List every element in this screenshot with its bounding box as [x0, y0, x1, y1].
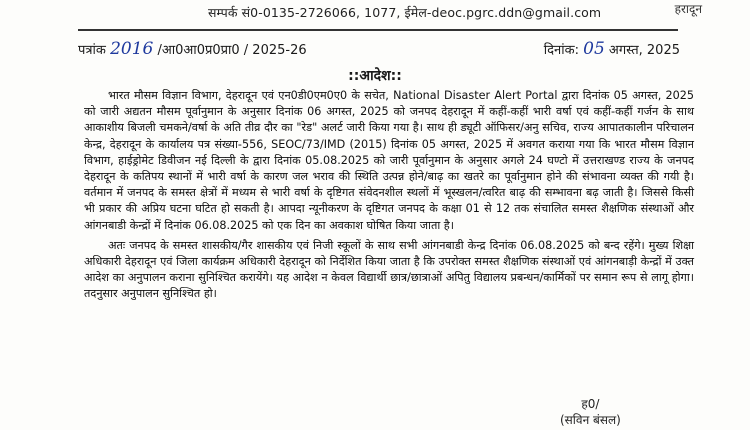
date-label: दिनांक: — [543, 43, 579, 58]
body-paragraph-2: अतः जनपद के समस्त शासकीय/गैर शासकीय एवं निजी स्कूलों के साथ सभी आंगनबाडी केन्द्र दिनांक 06.08.2025 को बन्द रहेंगे। मुख्य शिक्षा अधिकारी देहरादून एवं जिला कार्यक्रम अधिकारी देहरादून को निर्देशित किया जाता है कि उपरोक्त समस्त शैक्षणिक संस्थाओं एवं आंगनबाड़ी केन्द्रों में उक्त आदेश का अनुपालन कराना सुनिश्चित करायेंगे। यह आदेश न केवल विद्यार्थी छात्र/छात्राओं अपितु विद्यालय प्रबन्धन/कार्मिकों पर समान रूप से लागू होगा। तदनुसार अनुपालन सुनिश्चित हो। — [84, 238, 694, 301]
date-day-handwritten: 05 — [583, 39, 605, 59]
header-corner-text: हरादून — [674, 2, 702, 16]
signature-mark: ह0/ — [581, 397, 600, 411]
reference-date — [544, 39, 680, 59]
signatory-name: (सविन बंसल) — [560, 413, 621, 427]
header-divider — [78, 29, 678, 31]
signature-block — [560, 396, 621, 428]
date-month-year: अगस्त, 2025 — [608, 43, 680, 58]
order-body — [84, 88, 694, 303]
contact-line: सम्पर्क सं0-0135-2726066, 1077, ईमेल-deoc.pgrc.ddn@gmail.com — [208, 5, 602, 20]
reference-label: पत्रांक — [78, 43, 106, 58]
reference-number — [78, 39, 307, 59]
reference-number-handwritten: 2016 — [110, 39, 154, 59]
body-paragraph-1: भारत मौसम विज्ञान विभाग, देहरादून एवं एन0डी0एम0ए0 के सचेत, National Disaster Alert Portal द्वारा दिनांक 05 अगस्त, 2025 को जारी अद्यतन मौसम पूर्वानुमान के अनुसार दिनांक 06 अगस्त, 2025 को जनपद देहरादून में कहीं-कहीं भारी वर्षा एवं कहीं-कहीं गर्जन के साथ आकाशीय बिजली चमकने/वर्षा के अति तीव्र दौर का "रेड" अलर्ट जारी किया गया है। साथ ही ड्यूटी ऑफिसर/अनु सचिव, राज्य आपातकालीन परिचालन केन्द्र, देहरादून के कार्यालय पत्र संख्या-556, SEOC/73/IMD (2015) दिनांक 05 अगस्त, 2025 में अवगत कराया गया कि भारत मौसम विज्ञान विभाग, हाईड्रोमेट डिवीजन नई दिल्ली के द्वारा दिनांक 05.08.2025 को जारी पूर्वानुमान के अनुसार अगले 24 घण्टो में उत्तराखण्ड राज्य के जनपद देहरादून के कतिपय स्थानों में भारी वर्षा के कारण जल भराव की स्थिति उत्पन्न होने/बाढ़ का खतरे का पूर्वानुमान होने की संभावना व्यक्त की गयी है। वर्तमान में जनपद के समस्त क्षेत्रों में मध्यम से भारी वर्षा के दृष्टिगत संवेदनशील स्थलों में भूस्खलन/त्वरित बाढ़ की सम्भावना बढ़ जाती है। जिससे किसी भी प्रकार की अप्रिय घटना घटित हो सकती है। आपदा न्यूनीकरण के दृष्टिगत जनपद के कक्षा 01 से 12 तक संचालित समस्त शैक्षणिक संस्थाओं और आंगनबाडी केन्द्रों में दिनांक 06.08.2025 को एक दिन का अवकाश घोषित किया जाता है। — [84, 89, 694, 232]
reference-code: /आ0आ0प्र0प्रा0 / 2025-26 — [157, 43, 307, 58]
order-title: ::आदेश:: — [348, 68, 402, 84]
